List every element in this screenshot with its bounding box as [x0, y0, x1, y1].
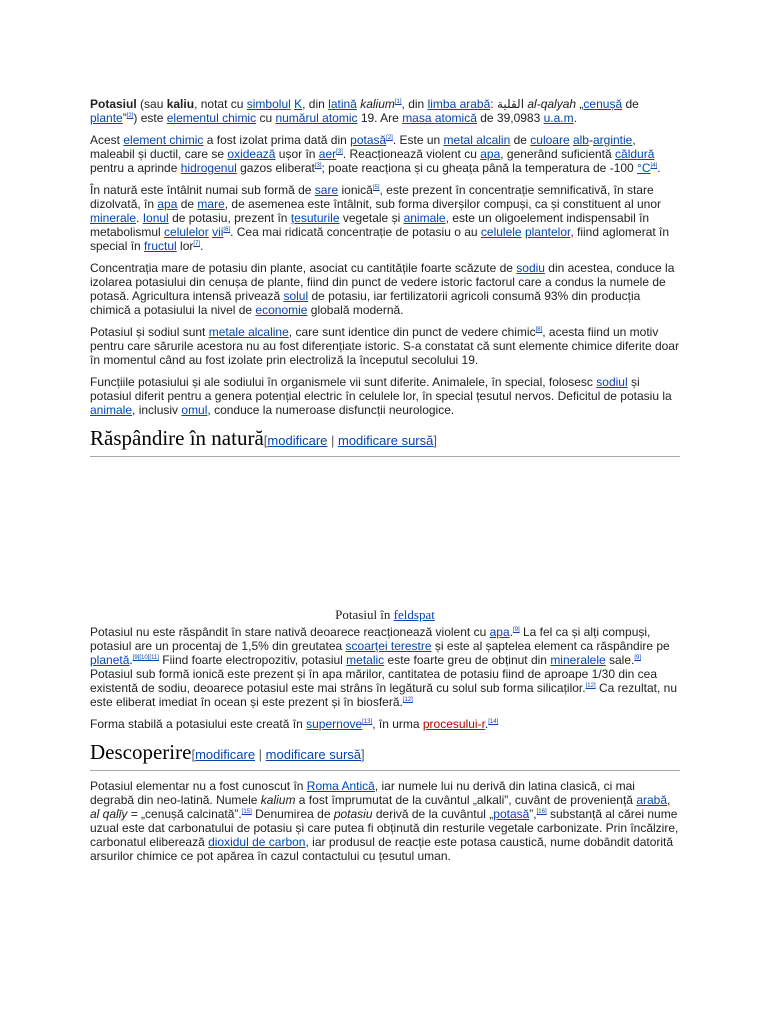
text: ) este: [133, 111, 167, 125]
text: de potasiu, iar fertilizatorii agricoli consumă 93% din producția chimică a potasiului la nivel de: [90, 289, 641, 317]
text: .: [657, 161, 661, 175]
separator: |: [255, 747, 266, 762]
text: derivă de la cuvântul „: [372, 807, 494, 821]
text: ușor în: [275, 147, 319, 161]
text: 19. Are: [357, 111, 403, 125]
reference-9[interactable]: [9]: [634, 655, 642, 661]
text: vegetale și: [339, 211, 404, 225]
text: cu: [256, 111, 276, 125]
link-scoartei-terestre[interactable]: scoarței terestre: [345, 639, 432, 653]
text: În natură este întâlnit numai sub formă de: [90, 183, 315, 197]
text: de potasiu, prezent în: [168, 211, 291, 225]
link-minerale[interactable]: minerale: [90, 211, 137, 225]
text: , iar produsul de reacție este potasa caustică, nume dobândit datorită arsurilor chimice ce pot apărea în cazul contactului cu țesutul uman.: [90, 835, 674, 863]
link-elementul-chimic[interactable]: elementul chimic: [166, 111, 257, 125]
text: .: [509, 625, 513, 639]
edit-source-link[interactable]: modificare sursă: [337, 433, 434, 448]
text: , care sunt identice din punct de vedere chimic: [288, 325, 536, 339]
figure-feldspat: [90, 465, 680, 625]
link-plante[interactable]: plante: [90, 111, 123, 125]
link-numarul-atomic[interactable]: numărul atomic: [275, 111, 358, 125]
text: , conduce la numeroase disfuncții neurologice.: [207, 403, 455, 417]
link-celulele[interactable]: celulele: [480, 225, 522, 239]
text: , este prezent în concentrație semnificativă, în stare dizolvată, în: [90, 183, 654, 211]
section-heading-descoperire: [90, 739, 680, 771]
reference-15[interactable]: [15]: [241, 809, 252, 815]
text: Potasiul sub formă ionică este prezent și în apa mărilor, cantitatea de potasiu fiind de aproape 1/30 din cea existentă de sodiu, deoarece potasiul este mai strâns în legătură cu solul sub forma silicaților.: [90, 667, 658, 695]
edit-section-links: [264, 433, 437, 448]
reference-2[interactable]: [2]: [126, 113, 134, 119]
figure-caption: [90, 607, 680, 623]
text: și este al șaptelea element ca răspândire pe: [431, 639, 670, 653]
reference-12[interactable]: [12]: [402, 697, 413, 703]
reference-4[interactable]: [4]: [650, 163, 658, 169]
link-planeta[interactable]: planetă: [90, 653, 130, 667]
link-animale[interactable]: animale: [90, 403, 133, 417]
bracket: [: [191, 747, 196, 762]
text: , generând suficientă: [500, 147, 616, 161]
arabic-word: القلية: [496, 97, 525, 111]
text: Ca rezultat, nu este eliberat imediat în ocean și este prezent și în biosferă.: [90, 681, 677, 709]
reference-3[interactable]: [3]: [314, 163, 322, 169]
text-italic: potasiu: [333, 807, 373, 821]
intro-paragraph-2: [90, 133, 680, 175]
text: sale.: [605, 653, 635, 667]
reference-1[interactable]: [1]: [394, 99, 402, 105]
link-ionul[interactable]: Ionul: [142, 211, 169, 225]
link-cenusa[interactable]: cenușă: [583, 97, 623, 111]
text: ,: [667, 793, 671, 807]
text: , iar numele lui nu derivă din latina clasică, ci mai degrabă din neo-latină. Numele: [90, 779, 635, 807]
reference-3[interactable]: [3]: [336, 149, 343, 155]
link-feldspat[interactable]: feldspat: [393, 607, 435, 622]
link-omul[interactable]: omul: [181, 403, 208, 417]
reference-7[interactable]: [7]: [193, 241, 201, 247]
link-simbolul[interactable]: simbolul: [246, 97, 291, 111]
reference-5[interactable]: [5]: [372, 185, 380, 191]
text: , din: [302, 97, 329, 111]
text: .: [573, 111, 577, 125]
bracket: ]: [361, 747, 365, 762]
text: ionică: [338, 183, 373, 197]
link-grade-celsius[interactable]: °C: [637, 161, 651, 175]
link-metal-alcalin[interactable]: metal alcalin: [443, 133, 511, 147]
text: este foarte greu de obținut din: [384, 653, 551, 667]
text-italic: kalium: [360, 97, 395, 111]
link-limba-araba[interactable]: limba arabă: [427, 97, 491, 111]
text: , de asemenea este întâlnit, sub forma diverșilor compuși, ca și constituent al unor: [224, 197, 661, 211]
text-italic: al-qalyah: [527, 97, 577, 111]
text: Concentrația mare de potasiu din plante, asociat cu cantitățile foarte scăzute de: [90, 261, 517, 275]
text: ”,: [529, 807, 537, 821]
text: , fiind aglomerat în special în: [90, 225, 670, 253]
text: din acestea, conduce la izolarea potasiului din cenușa de plante, fiind din punct de vedere istoric factorul care a condus la numele de potasă. Agricultura intensă privează: [90, 261, 675, 303]
text: , inclusiv: [132, 403, 182, 417]
text: globală modernă.: [307, 303, 404, 317]
text: . Este un: [392, 133, 444, 147]
text: .: [136, 211, 143, 225]
text: :: [490, 97, 497, 111]
reference-9-10-11[interactable]: [9][10][11]: [132, 655, 159, 661]
text: Potasiul nu este răspândit în stare nativă deoarece reacționează violent cu: [90, 625, 490, 639]
text: , acesta fiind un motiv pentru care sărurile acestora nu au fost diferențiate istoric. S-a constatat că sunt elemente chimice diferite doar în momentul când au fost izolate prin electroliză la începutul secolului 19.: [90, 325, 679, 367]
text: gazos eliberat: [236, 161, 315, 175]
section-heading-raspandire: [90, 425, 680, 457]
link-apa[interactable]: apa: [480, 147, 501, 161]
heading-text: Răspândire în natură: [90, 426, 264, 450]
reference-9[interactable]: [9]: [512, 627, 520, 633]
link-potasa[interactable]: potasă: [350, 133, 387, 147]
text: a fost împrumutat de la cuvântul „alkali”, cuvânt de proveniență: [295, 793, 637, 807]
text: (sau: [136, 97, 167, 111]
article-body: [90, 97, 680, 871]
link-alb[interactable]: alb: [572, 133, 589, 147]
text: și potasiul diferit pentru a genera potențial electric în celulele lor, în special țesutul nervos. Deficitul de potasiu la: [90, 375, 672, 403]
text: ; poate reacționa și cu gheața până la temperatura de -100: [321, 161, 638, 175]
edit-section-links: [191, 747, 364, 762]
section2-paragraph-1: [90, 779, 680, 863]
heading-text: Descoperire: [90, 740, 192, 764]
link-plantelor[interactable]: plantelor: [524, 225, 571, 239]
reference-6[interactable]: [6]: [223, 227, 231, 233]
article-subject: Potasiul: [90, 97, 137, 111]
link-element-chimic[interactable]: element chimic: [123, 133, 204, 147]
reference-13[interactable]: [13]: [362, 719, 373, 725]
text: , maleabil și ductil, care se: [90, 133, 636, 161]
intro-paragraph-5: [90, 325, 680, 367]
bracket: ]: [433, 433, 437, 448]
link-potasa[interactable]: potasă: [493, 807, 530, 821]
reference-12[interactable]: [12]: [585, 683, 596, 689]
link-sodiul[interactable]: sodiul: [596, 375, 628, 389]
link-metalic[interactable]: metalic: [346, 653, 385, 667]
text: de 39,0983: [476, 111, 544, 125]
text-italic: al qalīy: [90, 807, 128, 821]
edit-link[interactable]: modificare: [267, 433, 328, 448]
link-uam[interactable]: u.a.m: [543, 111, 574, 125]
text: , în urma: [372, 717, 423, 731]
text: Fiind foarte electropozitiv, potasiul: [158, 653, 347, 667]
link-apa[interactable]: apa: [157, 197, 178, 211]
reference-8[interactable]: [8]: [535, 327, 543, 333]
text: Denumirea de: [251, 807, 334, 821]
text: de: [510, 133, 531, 147]
text: ”: [122, 111, 127, 125]
link-procesului-r[interactable]: procesului-r: [422, 717, 485, 731]
link-animale[interactable]: animale: [403, 211, 446, 225]
text: , este un oligoelement indispensabil în metabolismul: [90, 211, 650, 239]
link-dioxidul-de-carbon[interactable]: dioxidul de carbon: [208, 835, 306, 849]
link-oxideaza[interactable]: oxidează: [227, 147, 276, 161]
link-k[interactable]: K: [294, 97, 303, 111]
separator: |: [327, 433, 338, 448]
caption-text: Potasiul în: [335, 607, 394, 622]
text: „: [576, 97, 584, 111]
text-italic: kalium: [260, 793, 296, 807]
link-apa[interactable]: apa: [489, 625, 510, 639]
intro-paragraph-1: [90, 97, 680, 125]
text: -: [588, 133, 593, 147]
intro-paragraph-4: [90, 261, 680, 317]
link-caldura[interactable]: căldură: [615, 147, 655, 161]
text: .: [200, 239, 204, 253]
text: lor: [176, 239, 194, 253]
link-solul[interactable]: solul: [283, 289, 309, 303]
section1-paragraph-1: [90, 625, 680, 709]
text: de: [177, 197, 198, 211]
text: . Cea mai ridicată concentrație de potasiu o au: [230, 225, 481, 239]
link-latina[interactable]: latină: [328, 97, 357, 111]
link-supernove[interactable]: supernove: [306, 717, 363, 731]
link-celulelor[interactable]: celulelor: [164, 225, 209, 239]
link-masa-atomica[interactable]: masa atomică: [402, 111, 477, 125]
link-argintie[interactable]: argintie: [592, 133, 633, 147]
text: .: [129, 653, 133, 667]
text: a fost izolat prima dată din: [203, 133, 351, 147]
text: , notat cu: [194, 97, 247, 111]
text: Potasiul elementar nu a fost cunoscut în: [90, 779, 307, 793]
text: Funcțiile potasiului și ale sodiului în organismele vii sunt diferite. Animalele, în special, folosesc: [90, 375, 597, 389]
bracket: [: [263, 433, 268, 448]
link-fructul[interactable]: fructul: [144, 239, 177, 253]
link-culoare[interactable]: culoare: [530, 133, 570, 147]
link-tesuturile[interactable]: țesuturile: [290, 211, 340, 225]
text: de: [622, 97, 639, 111]
text-bold: kaliu: [166, 97, 195, 111]
edit-source-link[interactable]: modificare sursă: [265, 747, 362, 762]
link-aer[interactable]: aer: [318, 147, 337, 161]
link-sodiu[interactable]: sodiu: [516, 261, 545, 275]
text: Forma stabilă a potasiului este creată în: [90, 717, 307, 731]
link-mineralele[interactable]: mineralele: [550, 653, 606, 667]
edit-link[interactable]: modificare: [195, 747, 256, 762]
text: . Reacționează violent cu: [342, 147, 481, 161]
text: substanță al cărei nume uzual este dat carbonatului de potasiu și care putea fi obținută din resturile vegetale carbonizate. Prin încălzire, carbonatul eliberează: [90, 807, 679, 849]
link-sare[interactable]: sare: [314, 183, 339, 197]
intro-paragraph-6: [90, 375, 680, 417]
link-roma-antica[interactable]: Roma Antică: [306, 779, 375, 793]
link-araba[interactable]: arabă: [636, 793, 668, 807]
link-metale-alcaline[interactable]: metale alcaline: [208, 325, 289, 339]
reference-2[interactable]: [2]: [386, 135, 393, 141]
reference-16[interactable]: [16]: [536, 809, 547, 815]
text: Acest: [90, 133, 124, 147]
intro-paragraph-3: [90, 183, 680, 253]
link-mare[interactable]: mare: [197, 197, 225, 211]
text: , din: [401, 97, 428, 111]
text: La fel ca și alți compuși, potasiul are un procentaj de 1,5% din greutatea: [90, 625, 651, 653]
text: Potasiul și sodiul sunt: [90, 325, 209, 339]
link-vii[interactable]: vii: [212, 225, 224, 239]
link-hidrogenul[interactable]: hidrogenul: [180, 161, 237, 175]
text: = „cenușă calcinată”.: [127, 807, 242, 821]
section1-paragraph-2: [90, 717, 680, 731]
text: .: [484, 717, 489, 731]
reference-14[interactable]: [14]: [488, 719, 499, 725]
link-economie[interactable]: economie: [255, 303, 308, 317]
text: pentru a aprinde: [90, 161, 181, 175]
